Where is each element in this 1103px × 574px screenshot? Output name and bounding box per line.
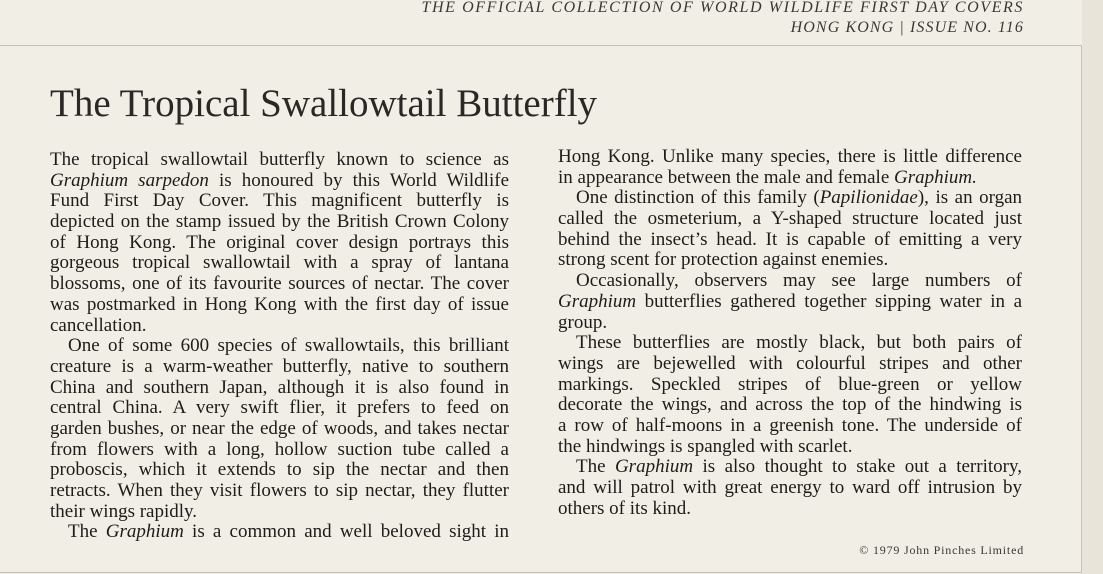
text-run: is honoured by this World Wildlife [208, 169, 510, 191]
paragraph [558, 147, 1022, 188]
italic-term: Graphium [105, 521, 184, 543]
text-run: One distinction of this family ( [576, 187, 820, 209]
text-run: in appearance between the male and female [558, 166, 895, 188]
text-line [50, 295, 509, 316]
text-line [50, 253, 509, 274]
text-run: group. [558, 311, 608, 333]
italic-term: Graphium. [894, 166, 977, 188]
text-line [50, 233, 509, 254]
text-run: cancellation. [50, 314, 147, 336]
text-run: central China. A very swift flier, it prefers to feed on [50, 397, 509, 419]
text-run: gorgeous tropical swallowtail with a spray of lantana [50, 252, 509, 274]
paragraph [558, 188, 1022, 271]
text-line [558, 333, 1022, 354]
text-run: called the osmeterium, a Y-shaped structure located just [558, 208, 1022, 230]
paragraph [558, 333, 1022, 457]
text-line [558, 147, 1022, 168]
text-line [50, 150, 509, 171]
text-line [558, 168, 1022, 189]
text-run: a row of half-moons in a greenish tone. The underside of [558, 414, 1022, 436]
text-run: is also thought to stake out a territory, [693, 456, 1022, 478]
left-column [50, 150, 509, 543]
text-line [558, 437, 1022, 458]
text-line [558, 209, 1022, 230]
text-line [50, 481, 509, 502]
text-run: The [576, 456, 615, 478]
paragraph [50, 522, 509, 543]
text-run: depicted on the stamp issued by the British Crown Colony [50, 211, 509, 233]
text-line [50, 378, 509, 399]
text-line [50, 460, 509, 481]
italic-term: Graphium sarpedon [50, 169, 209, 191]
text-run: China and southern Japan, although it is also found in [50, 376, 509, 398]
text-run: proboscis, which it extends to sip the nectar and then [50, 459, 509, 481]
paragraph [50, 336, 509, 522]
text-line [50, 398, 509, 419]
text-line [558, 499, 1022, 520]
text-run: behind the insect’s head. It is capable of emitting a very [558, 228, 1022, 250]
italic-term: Papilionidae [819, 187, 918, 209]
text-line [50, 171, 509, 192]
text-line [50, 274, 509, 295]
text-run: markings. Speckled stripes of blue-green or yellow [558, 373, 1022, 395]
collection-header: THE OFFICIAL COLLECTION OF WORLD WILDLIFE FIRST DAY COVERS [421, 0, 1024, 16]
article-title: The Tropical Swallowtail Butterfly [50, 82, 598, 125]
text-run: garden bushes, or near the edge of woods, and takes nectar [50, 417, 509, 439]
text-run: ), is an organ [917, 187, 1023, 209]
text-run: One of some 600 species of swallowtails, this brilliant [68, 335, 509, 357]
text-line [558, 271, 1022, 292]
text-line [50, 522, 509, 543]
text-run: Occasionally, observers may see large numbers of [576, 270, 1022, 292]
text-line [50, 357, 509, 378]
text-run: butterflies gathered together sipping water in a [636, 290, 1022, 312]
text-line [558, 416, 1022, 437]
paragraph [558, 271, 1022, 333]
text-run: was postmarked in Hong Kong with the first day of issue [50, 293, 509, 315]
text-run: Fund First Day Cover. This magnificent butterfly is [50, 190, 509, 212]
text-line [558, 292, 1022, 313]
text-line [50, 502, 509, 523]
text-run: retracts. When they visit flowers to sip nectar, they flutter [50, 480, 509, 501]
text-line [558, 395, 1022, 416]
text-run: others of its kind. [558, 497, 691, 519]
text-line [50, 212, 509, 233]
italic-term: Graphium [558, 290, 637, 312]
text-line [50, 419, 509, 440]
text-run: their wings rapidly. [50, 500, 198, 522]
text-run: blossoms, one of its favourite sources of nectar. The cover [50, 273, 509, 295]
text-line [558, 250, 1022, 271]
text-line [558, 313, 1022, 334]
right-column [558, 147, 1022, 519]
text-line [558, 375, 1022, 396]
text-run: wings are bejewelled with colourful stripes and other [558, 352, 1022, 374]
text-run: decorate the wings, and across the top of the hindwing is [558, 394, 1022, 416]
copyright-footer: © 1979 John Pinches Limited [859, 543, 1024, 557]
text-line [50, 336, 509, 357]
text-line [50, 191, 509, 212]
text-line [558, 478, 1022, 499]
issue-header: HONG KONG | ISSUE NO. 116 [790, 19, 1024, 36]
text-run: and will patrol with great energy to ward off intrusion by [558, 477, 1022, 498]
text-run: creature is a warm-weather butterfly, native to southern [50, 355, 509, 377]
text-line [50, 440, 509, 461]
text-run: from flowers with a long, hollow suction tube called a [50, 438, 509, 460]
text-line [558, 188, 1022, 209]
italic-term: Graphium [614, 456, 694, 478]
text-run: Hong Kong. Unlike many species, there is little difference [558, 146, 1022, 167]
text-line [558, 230, 1022, 251]
text-run: The tropical swallowtail butterfly known to science as [50, 149, 509, 170]
text-run: strong scent for protection against enemies. [558, 249, 889, 271]
text-run: These butterflies are mostly black, but both pairs of [576, 332, 1022, 354]
text-line [558, 354, 1022, 375]
text-line [50, 316, 509, 337]
paragraph [558, 457, 1022, 519]
text-run: the hindwings is spangled with scarlet. [558, 435, 853, 457]
text-line [558, 457, 1022, 478]
text-run: The [68, 521, 106, 543]
text-run: of Hong Kong. The original cover design portrays this [50, 231, 509, 253]
text-run: is a common and well beloved sight in [183, 521, 509, 543]
paragraph [50, 150, 509, 336]
